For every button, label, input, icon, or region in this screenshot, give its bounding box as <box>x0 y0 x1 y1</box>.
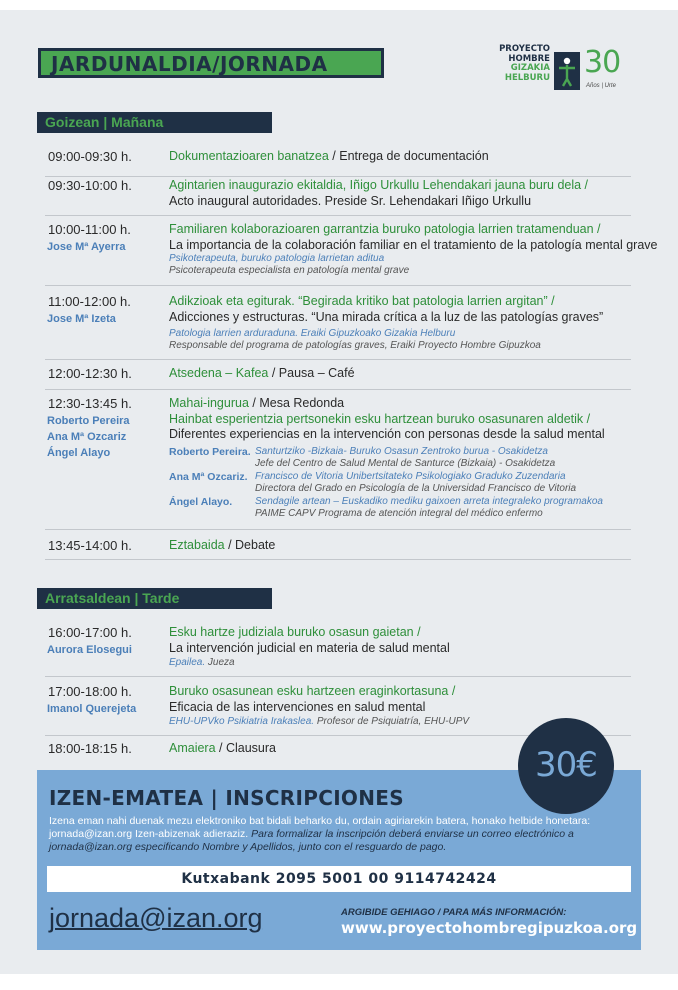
row-time: 17:00-18:00 h. <box>48 684 132 699</box>
registration-email-link[interactable]: jornada@izan.org <box>49 903 263 933</box>
logo-text-2: HOMBRE <box>508 53 550 64</box>
panel-member: Roberto Pereira. Santurtziko -Bizkaia- Buruko Osasun Zentroko burua - Osakidetza Jefe del Centro de Salud Mental de Santurce (Bizkaia) - Osakidetza <box>169 445 556 469</box>
speaker-name: Imanol Querejeta <box>47 703 137 715</box>
speaker-name: Roberto Pereira <box>47 415 130 427</box>
row-time: 12:00-12:30 h. <box>48 366 132 381</box>
schedule-row: 12:00-12:30 h. Atsedena – Kafea / Pausa – Café <box>45 366 631 390</box>
bank-account: Kutxabank 2095 5001 00 9114742424 <box>181 871 497 887</box>
speaker-name: Aurora Elosegui <box>47 644 132 656</box>
schedule-row: 10:00-11:00 h. Jose Mª Ayerra Familiaren kolaborazioaren garrantzia buruko patologia larrien tratamenduan / La importancia de la colaboración familiar en el tratamiento de la patología mental grave Psikoterapeuta, buruko patologia larrietan aditua Psicoterapeuta especialista en patología mental grave <box>45 222 631 286</box>
speaker-name: Jose Mª Ayerra <box>47 241 126 253</box>
panel-member: Ángel Alayo. Sendagile artean – Euskadiko mediku gaixoen arreta integraleko programakoa PAIME CAPV Programa de atención integral del médico enfermo <box>169 495 603 519</box>
schedule-row: 13:45-14:00 h. Eztabaida / Debate <box>45 538 631 560</box>
row-time: 16:00-17:00 h. <box>48 625 132 640</box>
logo-years: 30 <box>584 45 621 80</box>
speaker-name: Jose Mª Izeta <box>47 313 116 325</box>
registration-title: IZEN-EMATEA | INSCRIPCIONES <box>49 786 404 810</box>
row-time: 10:00-11:00 h. <box>48 222 131 237</box>
schedule-row: 12:30-13:45 h. Roberto Pereira Ana Mª Ozcariz Ángel Alayo Mahai-ingurua / Mesa Redonda Hainbat esperientzia pertsonekin esku hartzean buruko osasunaren aldetik / Diferentes experiencias en la intervención con personas desde la salud mental Roberto Pereira. Santurtziko -Bizkaia- Buruko Osasun Zentroko burua - Osakidetza Jefe del Centro de Salud Mental de Santurce (Bizkaia) - Osakidetza Ana Mª Ozcariz. Francisco de Vitoria Unibertsitateko Psikologiako Graduko Zuzendaria Directora del Grado en Psicología de la Universidad Francisco de Vitoria Ángel Alayo. Sendagile artean – Euskadiko mediku gaixoen arreta integraleko programakoa PAIME CAPV Programa de atención integral del médico enfermo <box>45 396 631 530</box>
proyecto-hombre-logo <box>498 45 638 97</box>
bank-account-box <box>47 866 631 892</box>
row-time: 11:00-12:00 h. <box>48 294 131 309</box>
logo-text-4: HELBURU <box>504 72 550 83</box>
title-banner <box>38 48 384 78</box>
row-time: 09:00-09:30 h. <box>48 149 132 164</box>
speaker-list <box>47 413 130 461</box>
panel-member: Ana Mª Ozcariz. Francisco de Vitoria Unibertsitateko Psikologiako Graduko Zuzendaria Directora del Grado en Psicología de la Universidad Francisco de Vitoria <box>169 470 577 494</box>
row-time: 09:30-10:00 h. <box>48 178 132 193</box>
speaker-name: Ana Mª Ozcariz <box>47 431 127 443</box>
logo-text-1: PROYECTO <box>499 44 550 54</box>
logo-years-sub: Años | Urte <box>586 83 616 89</box>
schedule-row: 16:00-17:00 h. Aurora Elosegui Esku hartze judiziala buruko osasun gaietan / La intervención judicial en materia de salud mental Epailea. Jueza <box>45 625 631 677</box>
schedule-row: 09:30-10:00 h. Agintarien inaugurazio ekitaldia, Iñigo Urkullu Lehendakari jauna buru dela / Acto inaugural autoridades. Preside Sr. Lehendakari Iñigo Urkullu <box>45 178 631 216</box>
price-badge: 30€ <box>518 718 614 814</box>
section-header-afternoon: Arratsaldean | Tarde <box>37 588 272 609</box>
more-info-label: ARGIBIDE GEHIAGO / PARA MÁS INFORMACIÓN: <box>341 907 567 918</box>
schedule-row: 18:00-18:15 h. Amaiera / Clausura <box>48 741 276 756</box>
row-time: 18:00-18:15 h. <box>48 741 132 756</box>
logo-text-3: GIZAKIA <box>510 63 550 73</box>
schedule-row: 11:00-12:00 h. Jose Mª Izeta Adikzioak eta egiturak. “Begirada kritiko bat patologia larrien argitan” / Adicciones y estructuras. “Una mirada crítica a la luz de las patologías graves” Patologia larrien arduraduna. Eraiki Gipuzkoako Gizakia Helburu Responsable del programa de patologías graves, Eraiki Proyecto Hombre Gipuzkoa <box>45 294 631 360</box>
schedule-row: 09:00-09:30 h. Dokumentazioaren banatzea / Entrega de documentación <box>45 149 631 177</box>
section-header-morning: Goizean | Mañana <box>37 112 272 133</box>
panel-members <box>169 446 639 521</box>
registration-instructions: Izena eman nahi duenak mezu elektroniko bat bidali beharko du, ordain agiriarekin batera, honako helbide honetara: jornada@izan.org Izen-abizenak adieraziz. Para formalizar la inscripción deberá enviarse un correo electrónico a jornada@izan.org especificando Nombre y Apellidos, junto con el resguardo de pago. <box>49 815 591 853</box>
speaker-name: Ángel Alayo <box>47 447 111 459</box>
page-title: JARDUNALDIA/JORNADA <box>51 52 328 76</box>
website-link[interactable]: www.proyectohombregipuzkoa.org <box>341 919 638 937</box>
row-time: 13:45-14:00 h. <box>48 538 132 553</box>
row-time: 12:30-13:45 h. <box>48 396 132 411</box>
schedule-row: 17:00-18:00 h. Imanol Querejeta Buruko osasunean esku hartzeen eraginkortasuna / Eficacia de las intervenciones en salud mental EHU-UPVko Psikiatria Irakaslea. Profesor de Psiquiatría, EHU-UPV <box>45 684 631 736</box>
person-logo-icon <box>554 52 580 90</box>
